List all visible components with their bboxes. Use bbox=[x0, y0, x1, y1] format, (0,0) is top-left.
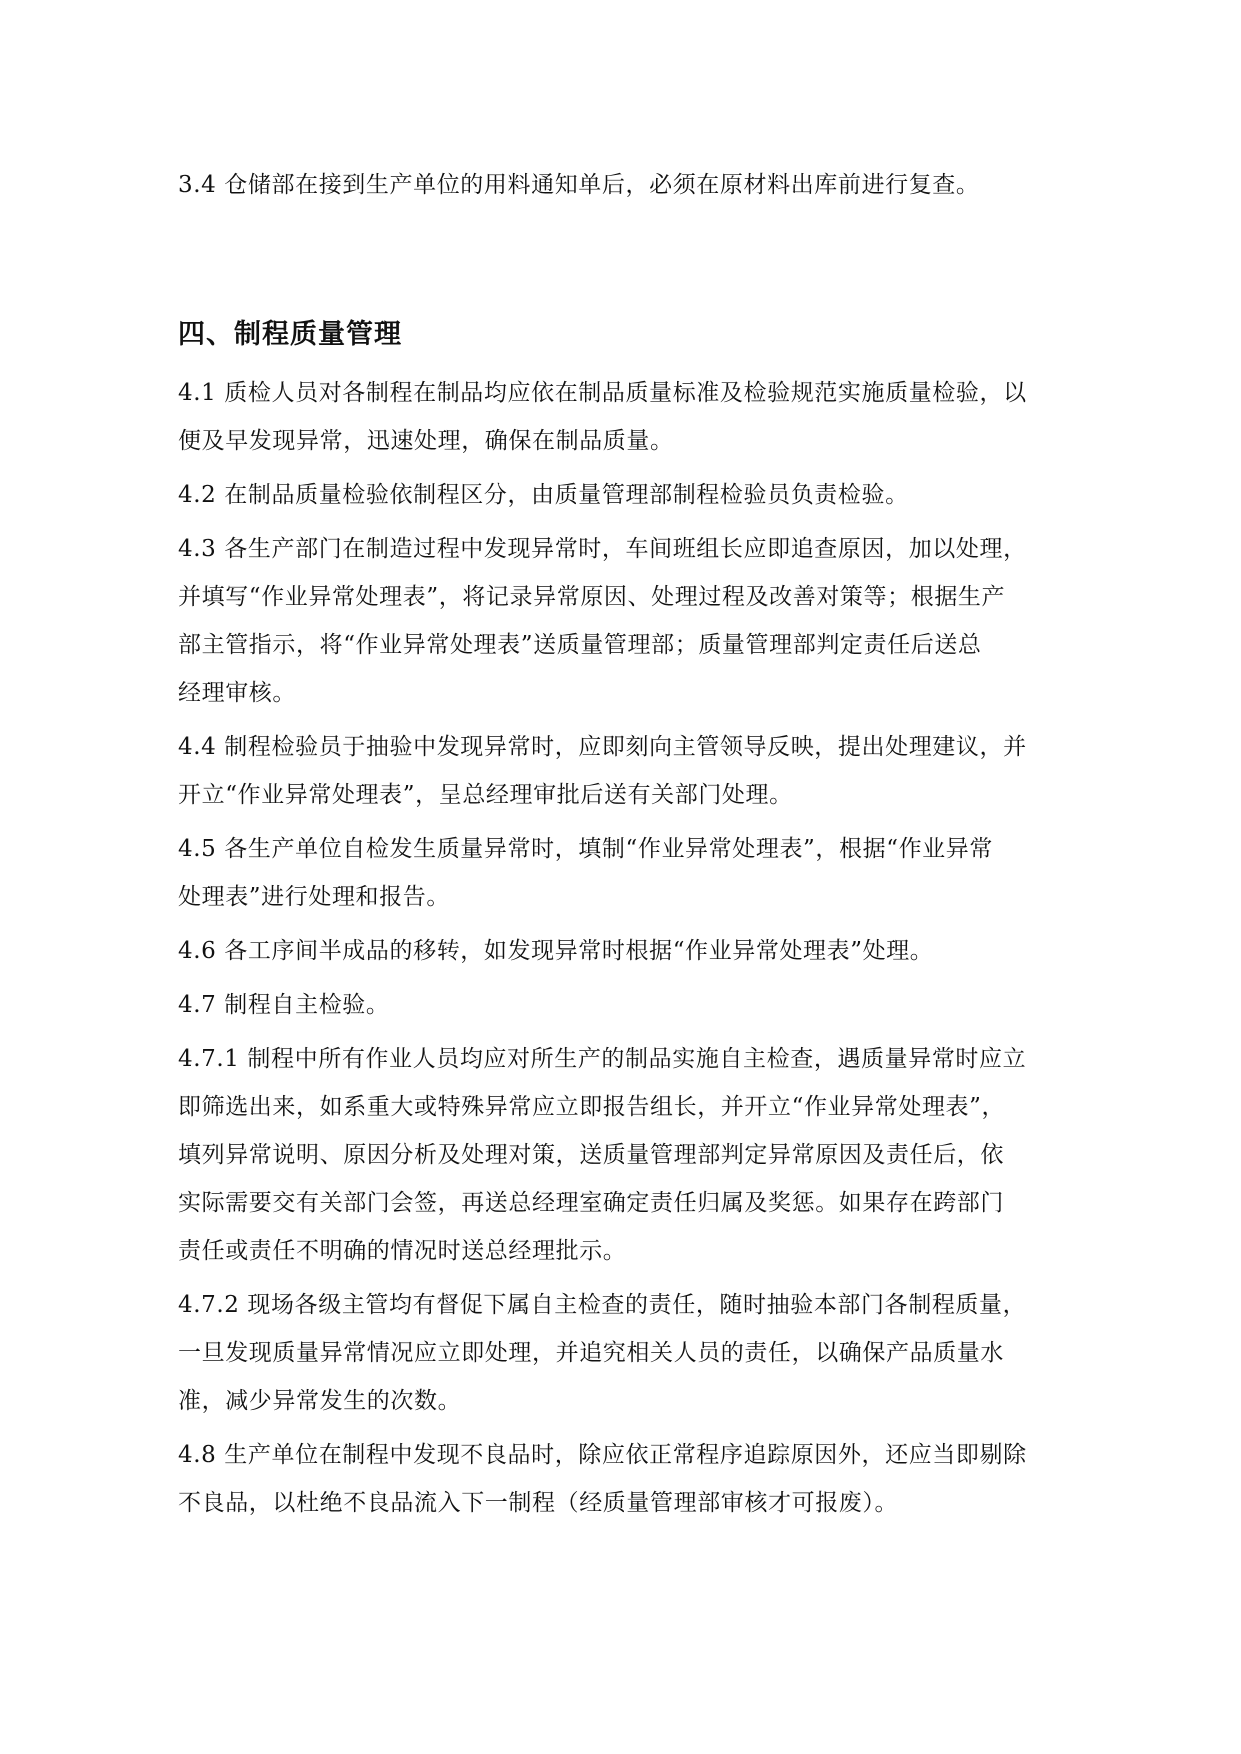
text-line: 不良品，以杜绝不良品流入下一制程（经质量管理部审核才可报废）。 bbox=[178, 1490, 899, 1516]
text-line: 实际需要交有关部门会签，再送总经理室确定责任归属及奖惩。如果存在跨部门 bbox=[178, 1190, 1004, 1216]
text-line: 4.5 各生产单位自检发生质量异常时，填制“作业异常处理表”，根据“作业异常 bbox=[178, 836, 993, 862]
text-line: 4.1 质检人员对各制程在制品均应依在制品质量标准及检验规范实施质量检验，以 bbox=[178, 380, 1027, 406]
text-line: 4.7 制程自主检验。 bbox=[178, 992, 390, 1018]
text-line: 4.7.2 现场各级主管均有督促下属自主检查的责任，随时抽验本部门各制程质量， bbox=[178, 1292, 1027, 1318]
text-line: 经理审核。 bbox=[178, 680, 296, 706]
text-line: 4.4 制程检验员于抽验中发现异常时，应即刻向主管领导反映，提出处理建议，并 bbox=[178, 734, 1027, 760]
text-line: 部主管指示，将“作业异常处理表”送质量管理部；质量管理部判定责任后送总 bbox=[178, 632, 982, 658]
text-line: 并填写“作业异常处理表”，将记录异常原因、处理过程及改善对策等；根据生产 bbox=[178, 584, 1006, 610]
text-line: 4.3 各生产部门在制造过程中发现异常时，车间班组长应即追查原因，加以处理， bbox=[178, 536, 1027, 562]
text-line: 责任或责任不明确的情况时送总经理批示。 bbox=[178, 1238, 627, 1264]
text-line: 填列异常说明、原因分析及处理对策，送质量管理部判定异常原因及责任后，依 bbox=[178, 1142, 1004, 1168]
text-line: 开立“作业异常处理表”，呈总经理审批后送有关部门处理。 bbox=[178, 782, 793, 808]
section-heading: 四、制程质量管理 bbox=[178, 319, 402, 350]
text-line: 便及早发现异常，迅速处理，确保在制品质量。 bbox=[178, 428, 674, 454]
text-line: 4.2 在制品质量检验依制程区分，由质量管理部制程检验员负责检验。 bbox=[178, 482, 909, 508]
text-line: 即筛选出来，如系重大或特殊异常应立即报告组长，并开立“作业异常处理表”， bbox=[178, 1094, 1006, 1120]
text-line: 一旦发现质量异常情况应立即处理，并追究相关人员的责任，以确保产品质量水 bbox=[178, 1340, 1004, 1366]
text-line: 4.7.1 制程中所有作业人员均应对所生产的制品实施自主检查，遇质量异常时应立 bbox=[178, 1046, 1027, 1072]
text-line: 4.8 生产单位在制程中发现不良品时，除应依正常程序追踪原因外，还应当即剔除 bbox=[178, 1442, 1027, 1468]
paragraph-3-4: 3.4 仓储部在接到生产单位的用料通知单后，必须在原材料出库前进行复查。 bbox=[178, 172, 980, 198]
text-line: 准，减少异常发生的次数。 bbox=[178, 1388, 462, 1414]
text-line: 4.6 各工序间半成品的移转，如发现异常时根据“作业异常处理表”处理。 bbox=[178, 938, 934, 964]
text-line: 处理表”进行处理和报告。 bbox=[178, 884, 450, 910]
